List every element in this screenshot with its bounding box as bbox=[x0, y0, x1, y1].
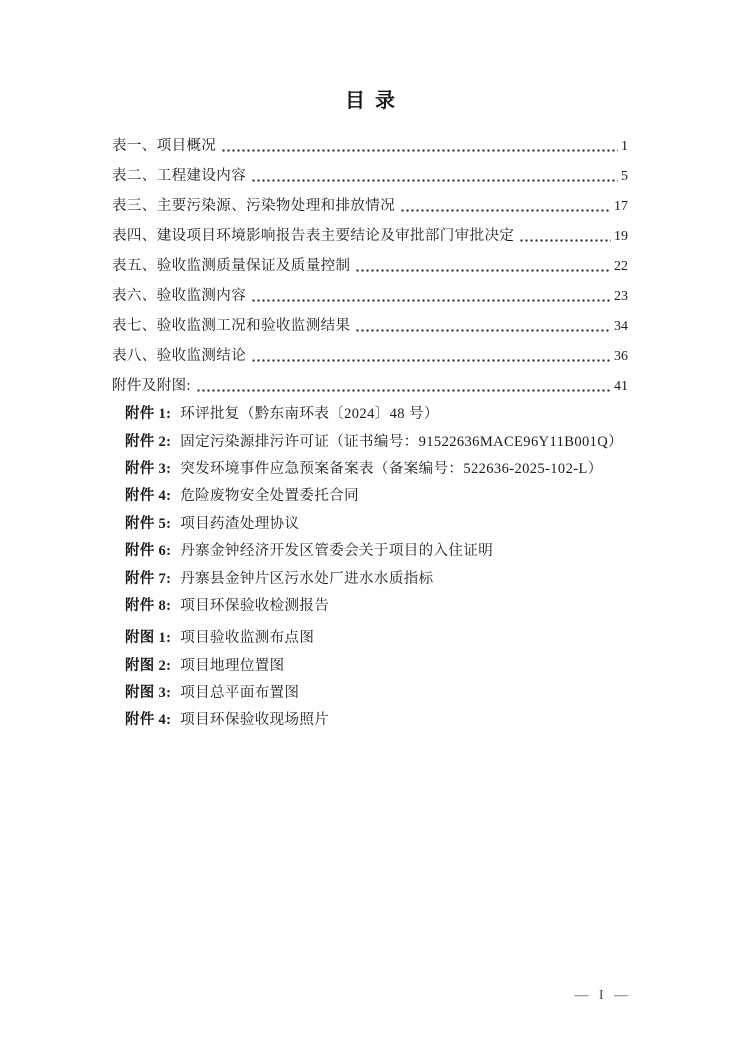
list-item-label: 附件 6: bbox=[125, 543, 172, 560]
toc-list bbox=[112, 130, 628, 400]
list-item-label: 附件 4: bbox=[125, 712, 172, 729]
list-item-text: 固定污染源排污许可证（证书编号：91522636MACE96Y11B001Q） bbox=[180, 433, 624, 450]
toc-entry-label: 附件及附图: bbox=[112, 378, 191, 394]
toc-entry-page: 36 bbox=[614, 349, 628, 364]
list-item-label: 附件 7: bbox=[125, 570, 172, 587]
toc-entry-label: 表六、验收监测内容 bbox=[112, 288, 247, 304]
toc-entry bbox=[112, 250, 628, 280]
list-item-text: 项目验收监测布点图 bbox=[180, 630, 315, 647]
list-item-label: 附件 2: bbox=[125, 433, 172, 450]
list-item-text: 项目总平面布置图 bbox=[180, 684, 300, 701]
list-item-label: 附件 8: bbox=[125, 597, 172, 614]
toc-entry-label: 表四、建设项目环境影响报告表主要结论及审批部门审批决定 bbox=[112, 228, 515, 244]
dot-leader bbox=[251, 359, 611, 362]
list-item-text: 项目地理位置图 bbox=[180, 657, 285, 674]
list-item-text: 项目环保验收检测报告 bbox=[180, 597, 330, 614]
list-item bbox=[125, 509, 650, 536]
toc-entry bbox=[112, 130, 628, 160]
toc-entry bbox=[112, 280, 628, 310]
toc-entry-page: 5 bbox=[621, 169, 628, 184]
list-item bbox=[125, 591, 650, 618]
toc-entry bbox=[112, 160, 628, 190]
list-item bbox=[125, 536, 650, 563]
toc-entry bbox=[112, 220, 628, 250]
list-item-text: 项目环保验收现场照片 bbox=[180, 712, 330, 729]
toc-entry bbox=[112, 370, 628, 400]
list-item bbox=[125, 454, 650, 481]
list-item bbox=[125, 678, 650, 705]
toc-entry-page: 19 bbox=[614, 229, 628, 244]
list-item-text: 环评批复（黔东南环表〔2024〕48 号） bbox=[180, 406, 439, 423]
page-title: 目 录 bbox=[345, 90, 395, 112]
list-item-text: 项目药渣处理协议 bbox=[180, 515, 300, 532]
toc-entry-label: 表五、验收监测质量保证及质量控制 bbox=[112, 258, 351, 274]
list-item-text: 突发环境事件应急预案备案表（备案编号：522636-2025-102-L） bbox=[180, 460, 603, 477]
toc-entry bbox=[112, 340, 628, 370]
list-item-label: 附图 2: bbox=[125, 657, 172, 674]
toc-entry bbox=[112, 190, 628, 220]
list-item-label: 附图 1: bbox=[125, 630, 172, 647]
dot-leader bbox=[355, 329, 611, 332]
toc-entry-label: 表八、验收监测结论 bbox=[112, 348, 247, 364]
toc-entry-page: 41 bbox=[614, 379, 628, 394]
dot-leader bbox=[519, 239, 611, 242]
toc-entry-label: 表七、验收监测工况和验收监测结果 bbox=[112, 318, 351, 334]
dot-leader bbox=[400, 209, 611, 212]
list-item-label: 附件 5: bbox=[125, 515, 172, 532]
list-item bbox=[125, 481, 650, 508]
list-item-label: 附图 3: bbox=[125, 684, 172, 701]
toc-entry-page: 23 bbox=[614, 289, 628, 304]
dot-leader bbox=[221, 149, 618, 152]
list-item-label: 附件 3: bbox=[125, 460, 172, 477]
toc-entry-page: 1 bbox=[621, 139, 628, 154]
toc-entry bbox=[112, 310, 628, 340]
list-item-text: 丹寨县金钟片区污水处厂进水水质指标 bbox=[180, 570, 434, 587]
toc-entry-page: 17 bbox=[614, 199, 628, 214]
list-item-text: 危险废物安全处置委托合同 bbox=[180, 488, 360, 505]
list-item-label: 附件 1: bbox=[125, 406, 172, 423]
list-item bbox=[125, 623, 650, 650]
attachments-list bbox=[125, 399, 650, 618]
list-item bbox=[125, 650, 650, 677]
list-item-text: 丹寨金钟经济开发区管委会关于项目的入住证明 bbox=[180, 543, 494, 560]
list-item bbox=[125, 705, 650, 732]
toc-entry-page: 22 bbox=[614, 259, 628, 274]
list-item bbox=[125, 563, 650, 590]
list-item-label: 附件 4: bbox=[125, 488, 172, 505]
page-number: — I — bbox=[574, 988, 628, 1003]
list-item bbox=[125, 399, 650, 426]
toc-entry-label: 表二、工程建设内容 bbox=[112, 168, 247, 184]
toc-entry-label: 表一、项目概况 bbox=[112, 138, 217, 154]
figures-list bbox=[125, 623, 650, 733]
toc-entry-label: 表三、主要污染源、污染物处理和排放情况 bbox=[112, 198, 396, 214]
dot-leader bbox=[251, 299, 611, 302]
dot-leader bbox=[251, 179, 618, 182]
dot-leader bbox=[196, 389, 611, 392]
toc-entry-page: 34 bbox=[614, 319, 628, 334]
list-item bbox=[125, 426, 650, 453]
dot-leader bbox=[355, 269, 611, 272]
